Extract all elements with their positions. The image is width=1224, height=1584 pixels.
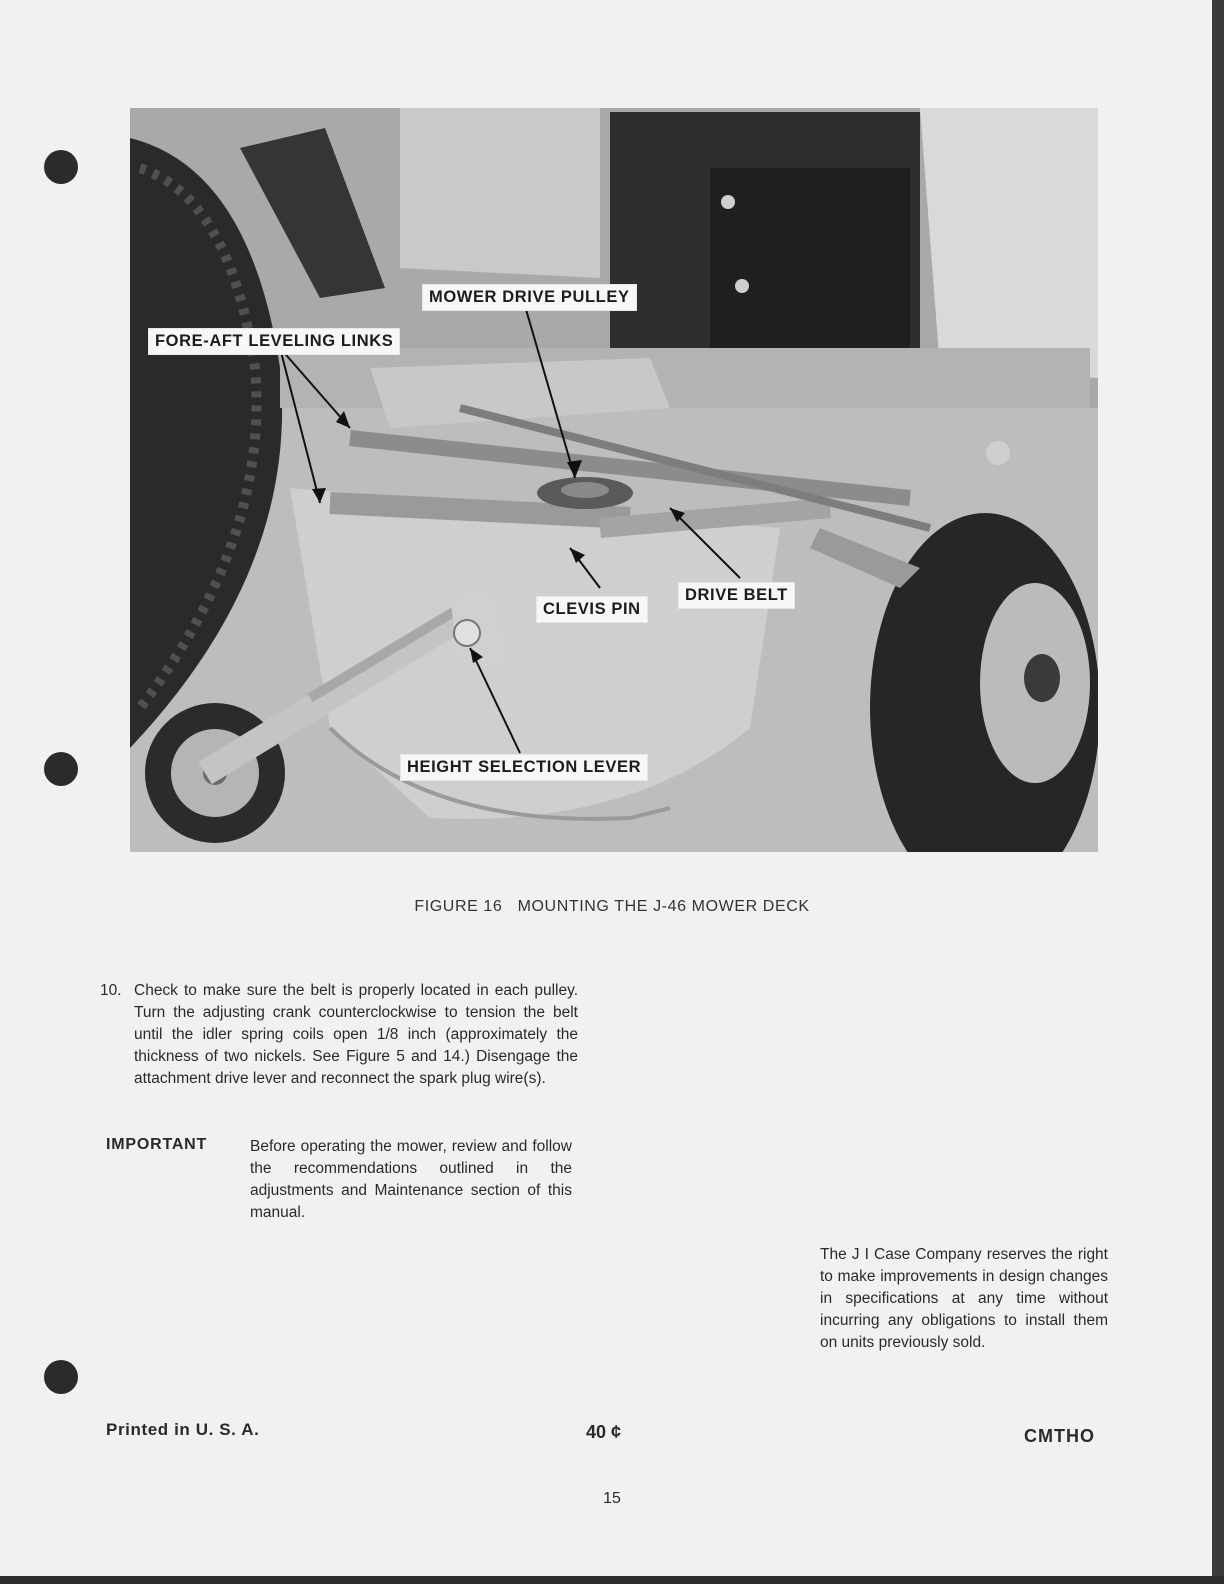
binder-hole [44, 150, 78, 184]
company-notice: The J I Case Company reserves the right to make improvements in design changes in specifications at any time without incurring any obligations to install them on units previously sold. [820, 1246, 1108, 1351]
important-text: Before operating the mower, review and follow the recommendations outlined in the adjustments and Maintenance section of this manual. [250, 1138, 572, 1221]
page-right-edge [1212, 0, 1224, 1584]
instruction-step [100, 980, 578, 1090]
important-label: IMPORTANT [106, 1136, 208, 1153]
price-label: 40 ¢ [586, 1422, 622, 1442]
step-text: Check to make sure the belt is properly located in each pulley. Turn the adjusting crank counterclockwise to tension the belt until the idler spring coils open 1/8 inch (approximately the thickness of two nickels. See Figure 5 and 14.) Disengage the attachment drive lever and reconnect the spark plug wire(s). [134, 982, 578, 1087]
step-number: 10. [100, 982, 122, 999]
figure-caption: FIGURE 16 MOUNTING THE J-46 MOWER DECK [414, 898, 810, 915]
callout-mower-drive-pulley: MOWER DRIVE PULLEY [422, 284, 637, 311]
callout-height-selection-lever: HEIGHT SELECTION LEVER [400, 754, 648, 781]
binder-hole [44, 752, 78, 786]
page-number: 15 [603, 1490, 621, 1507]
callout-fore-aft-leveling-links: FORE-AFT LEVELING LINKS [148, 328, 400, 355]
printed-in-label: Printed in U. S. A. [106, 1420, 260, 1439]
callout-drive-belt: DRIVE BELT [678, 582, 795, 609]
page-bottom-edge [0, 1576, 1224, 1584]
document-code: CMTHO [1024, 1426, 1095, 1446]
binder-hole [44, 1360, 78, 1394]
callout-clevis-pin: CLEVIS PIN [536, 596, 648, 623]
mower-deck-photo [130, 108, 1098, 852]
mower-illustration [130, 108, 1098, 852]
